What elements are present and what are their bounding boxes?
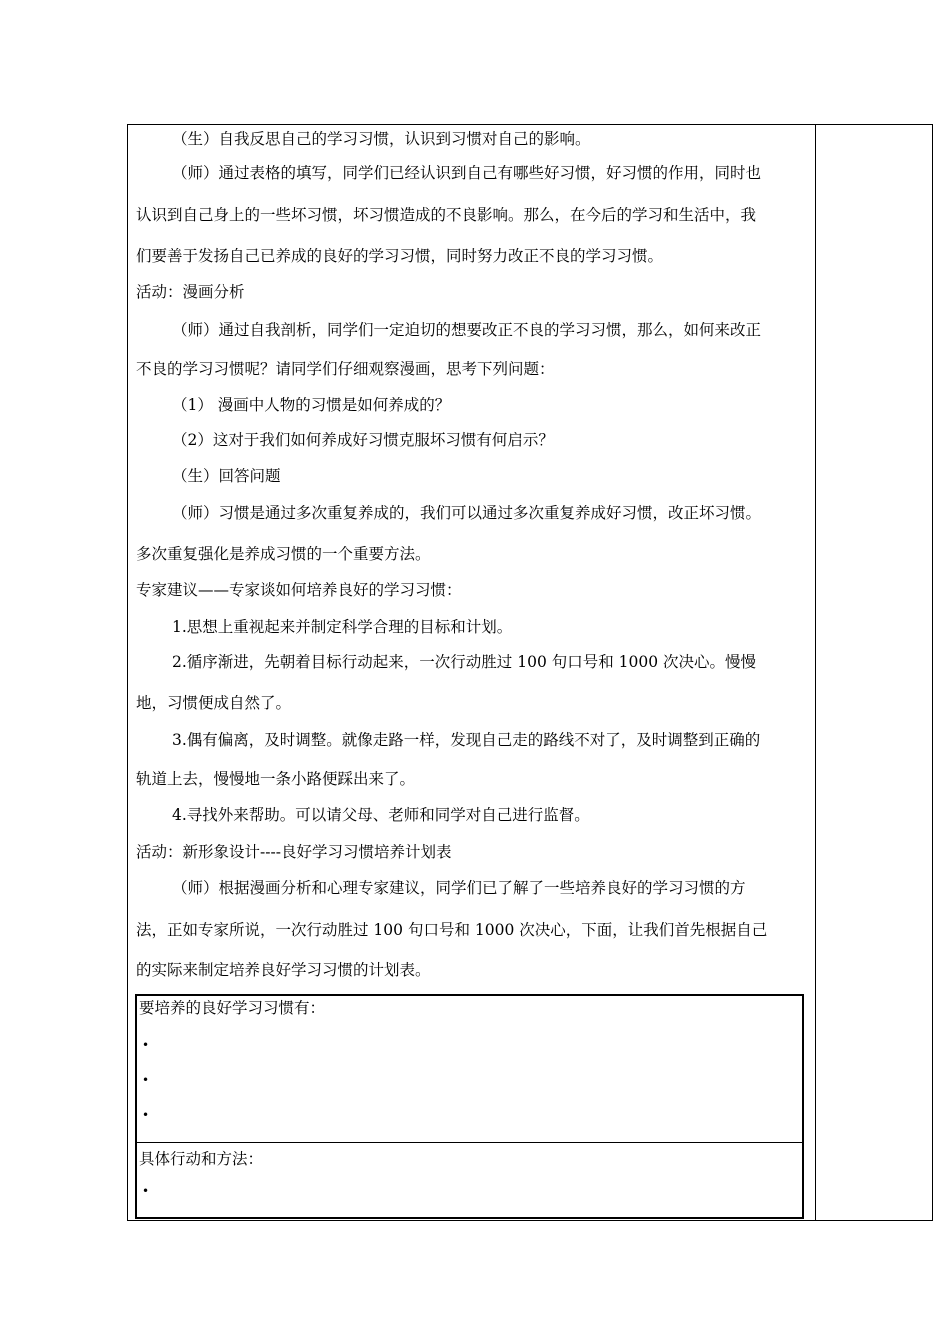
advice-item: 1.思想上重视起来并制定科学合理的目标和计划。 xyxy=(172,618,513,636)
form-divider xyxy=(137,1142,802,1143)
question-item: （2）这对于我们如何养成好习惯克服坏习惯有何启示？ xyxy=(172,431,554,449)
habit-bullet: • xyxy=(142,1108,150,1122)
text-line: 们要善于发扬自己已养成的良好的学习习惯，同时努力改正不良的学习习惯。 xyxy=(136,247,664,265)
text-line: （生）自我反思自己的学习习惯，认识到习惯对自己的影响。 xyxy=(172,130,591,148)
text-line: （师）通过自我剖析，同学们一定迫切的想要改正不良的学习习惯，那么，如何来改正 xyxy=(172,321,762,339)
activity-heading: 活动：新形象设计----良好学习习惯培养计划表 xyxy=(136,843,452,861)
text-line: （生）回答问题 xyxy=(172,467,281,485)
advice-item: 4.寻找外来帮助。可以请父母、老师和同学对自己进行监督。 xyxy=(172,806,590,824)
actions-heading: 具体行动和方法： xyxy=(139,1150,264,1168)
habit-bullet: • xyxy=(142,1073,150,1087)
advice-item: 2.循序渐进，先朝着目标行动起来，一次行动胜过 100 句口号和 1000 次决心。慢慢 xyxy=(172,653,757,671)
habit-bullet: • xyxy=(142,1038,150,1052)
habit-plan-form xyxy=(135,994,804,1219)
advice-item: 3.偶有偏离，及时调整。就像走路一样，发现自己走的路线不对了，及时调整到正确的 xyxy=(172,731,761,749)
expert-advice-heading: 专家建议——专家谈如何培养良好的学习习惯： xyxy=(136,581,462,599)
text-line: （师）根据漫画分析和心理专家建议，同学们已了解了一些培养良好的学习习惯的方 xyxy=(172,879,746,897)
text-line: 认识到自己身上的一些坏习惯，坏习惯造成的不良影响。那么，在今后的学习和生活中，我 xyxy=(136,206,757,224)
habits-heading: 要培养的良好学习习惯有： xyxy=(139,999,326,1017)
table-column-divider xyxy=(815,124,816,1221)
text-line: 多次重复强化是养成习惯的一个重要方法。 xyxy=(136,545,431,563)
text-line: 地，习惯便成自然了。 xyxy=(136,694,292,712)
text-line: （师）通过表格的填写，同学们已经认识到自己有哪些好习惯，好习惯的作用，同时也 xyxy=(172,164,762,182)
text-line: 法，正如专家所说，一次行动胜过 100 句口号和 1000 次决心，下面，让我们首先根据自己 xyxy=(136,921,768,939)
question-item: （1） 漫画中人物的习惯是如何养成的？ xyxy=(172,396,451,414)
action-bullet: • xyxy=(142,1184,150,1198)
text-line: 轨道上去，慢慢地一条小路便踩出来了。 xyxy=(136,770,416,788)
text-line: （师）习惯是通过多次重复养成的，我们可以通过多次重复养成好习惯，改正坏习惯。 xyxy=(172,504,762,522)
activity-heading: 活动：漫画分析 xyxy=(136,283,245,301)
text-line: 的实际来制定培养良好学习习惯的计划表。 xyxy=(136,961,431,979)
text-line: 不良的学习习惯呢？请同学们仔细观察漫画，思考下列问题： xyxy=(136,360,555,378)
